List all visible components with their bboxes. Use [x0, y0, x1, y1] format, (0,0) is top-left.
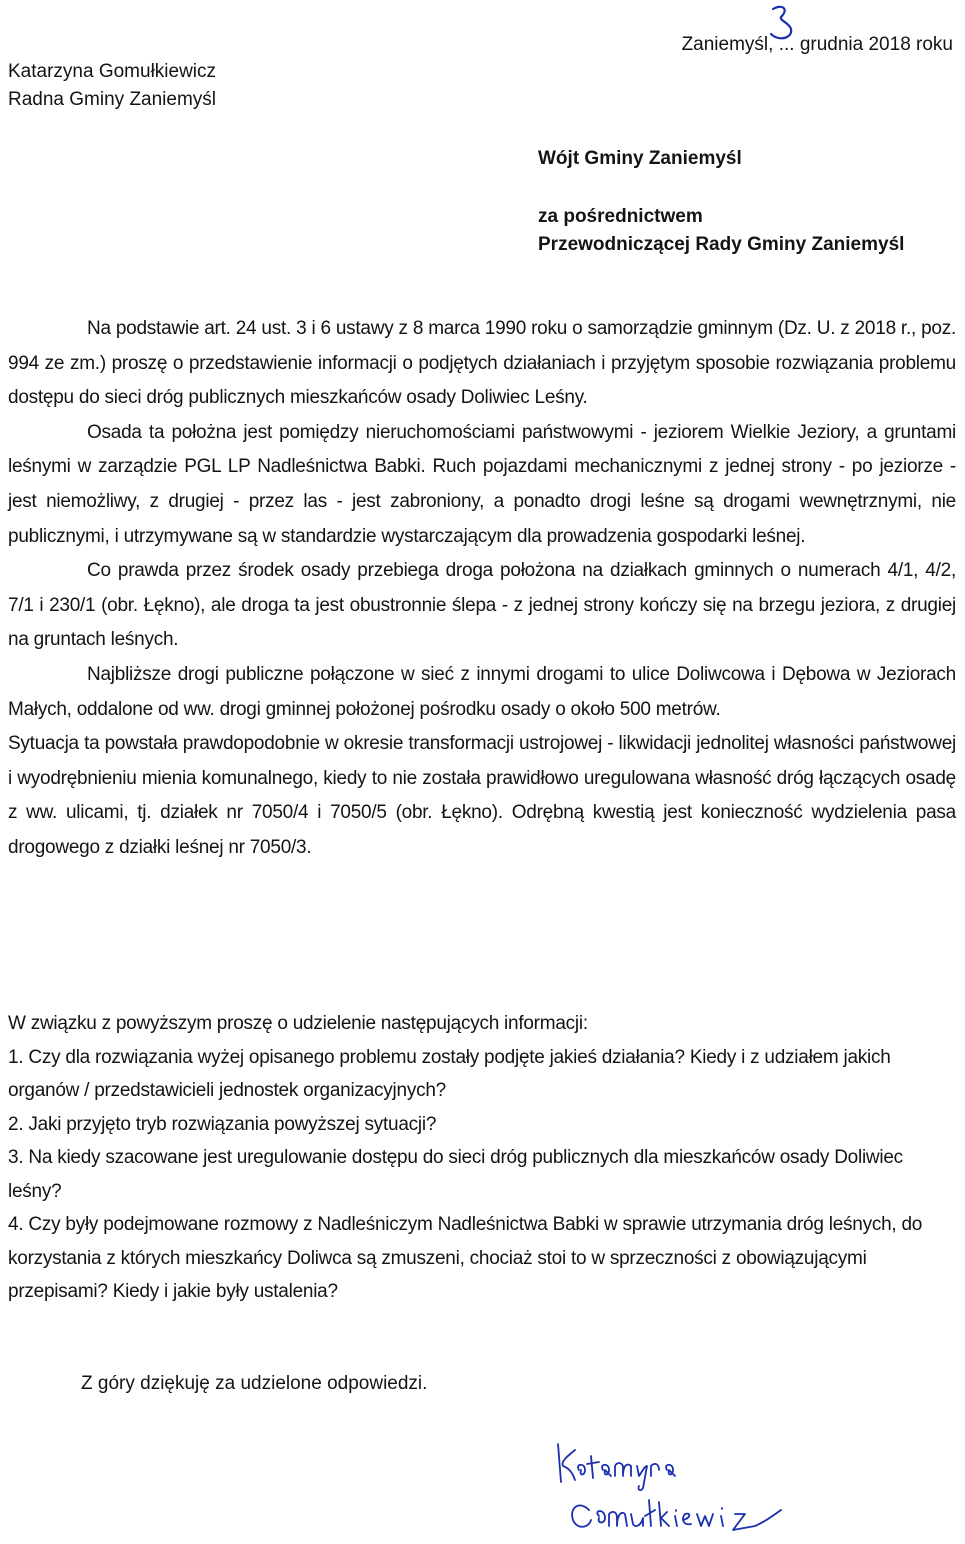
recipient-line-1: Wójt Gminy Zaniemyśl — [538, 148, 742, 169]
body-paragraph: Najbliższe drogi publiczne połączone w sieć z innymi drogami to ulice Doliwcowa i Dębowa w Jeziorach Małych, oddalone od ww. drogi gminnej położonej pośrodku osady o około 500 metrów. — [8, 663, 956, 720]
recipient-line-2: za pośrednictwem — [538, 206, 703, 227]
handwritten-day-number — [765, 4, 799, 44]
body-paragraph: Na podstawie art. 24 ust. 3 i 6 ustawy z 8 marca 1990 roku o samorządzie gminnym (Dz. U. z 2018 r., poz. 994 ze zm.) proszę o przedstawienie informacji o podjętych działaniach i przyjętym sposobie rozwiązania problemu dostępu do sieci dróg publicznych mieszkańców osady Doliwiec Leśny. — [8, 318, 956, 409]
sender-name: Katarzyna Gomułkiewicz — [8, 61, 217, 82]
sender-title: Radna Gminy Zaniemyśl — [8, 89, 217, 110]
question-item: 1. Czy dla rozwiązania wyżej opisanego problemu zostały podjęte jakieś działania? Kiedy i z udziałem jakich organów / przedstawicieli jednostek organizacyjnych? — [8, 1046, 891, 1101]
question-item: 2. Jaki przyjęto tryb rozwiązania powyższej sytuacji? — [8, 1113, 437, 1135]
question-item: 3. Na kiedy szacowane jest uregulowanie dostępu do sieci dróg publicznych dla mieszkańców osady Doliwiec leśny? — [8, 1147, 903, 1202]
body-paragraph: Co prawda przez środek osady przebiega droga położona na działkach gminnych o numerach 4/1, 4/2, 7/1 i 230/1 (obr. Łękno), ale droga ta jest obustronnie ślepa - z jednej strony kończy się na brzegu jeziora, z drugiej na gruntach leśnych. — [8, 560, 956, 651]
body-paragraph: Osada ta położna jest pomiędzy nieruchomościami państwowymi - jeziorem Wielkie Jeziory, a gruntami leśnymi w zarządzie PGL LP Nadleśnictwa Babki. Ruch pojazdami mechanicznymi z jednej strony - po jeziorze - jest niemożliwy, z drugiej - przez las - jest zabroniony, a ponadto drogi leśne są drogami wewnętrznymi, nie publicznymi, i utrzymywane są w standardzie wystarczającym dla prowadzenia gospodarki leśnej. — [8, 421, 956, 547]
day-placeholder: ... — [778, 34, 795, 55]
place-date — [682, 34, 953, 56]
recipient-block — [538, 145, 904, 259]
month-year: grudnia 2018 roku — [799, 34, 953, 55]
letter-body — [8, 312, 956, 866]
sender-block — [8, 58, 216, 114]
questions-block — [8, 1007, 958, 1309]
body-paragraph: Sytuacja ta powstała prawdopodobnie w okresie transformacji ustrojowej - likwidacji jednolitej własności państwowej i wyodrębnieniu mienia komunalnego, kiedy to nie została prawidłowo uregulowana własność dróg łączących osadę z ww. ulicami, tj. działek nr 7050/4 i 7050/5 (obr. Łękno). Odrębną kwestią jest konieczność wydzielenia pasa drogowego z działki leśnej nr 7050/3. — [8, 733, 956, 858]
closing-line: Z góry dziękuję za udzielone odpowiedzi. — [81, 1373, 428, 1394]
recipient-line-3: Przewodniczącej Rady Gminy Zaniemyśl — [538, 234, 905, 255]
question-item: 4. Czy były podejmowane rozmowy z Nadleśniczym Nadleśnictwa Babki w sprawie utrzymania dróg leśnych, do korzystania z których mieszkańcy Doliwca są zmuszeni, chociaż stoi to w sprzeczności z obowiązującymi przepisami? Kiedy i jakie były ustalenia? — [8, 1214, 923, 1302]
place-name: Zaniemyśl, — [681, 34, 774, 55]
handwritten-signature — [555, 1440, 835, 1540]
questions-intro: W związku z powyższym proszę o udzielenie następujących informacji: — [8, 1013, 588, 1034]
